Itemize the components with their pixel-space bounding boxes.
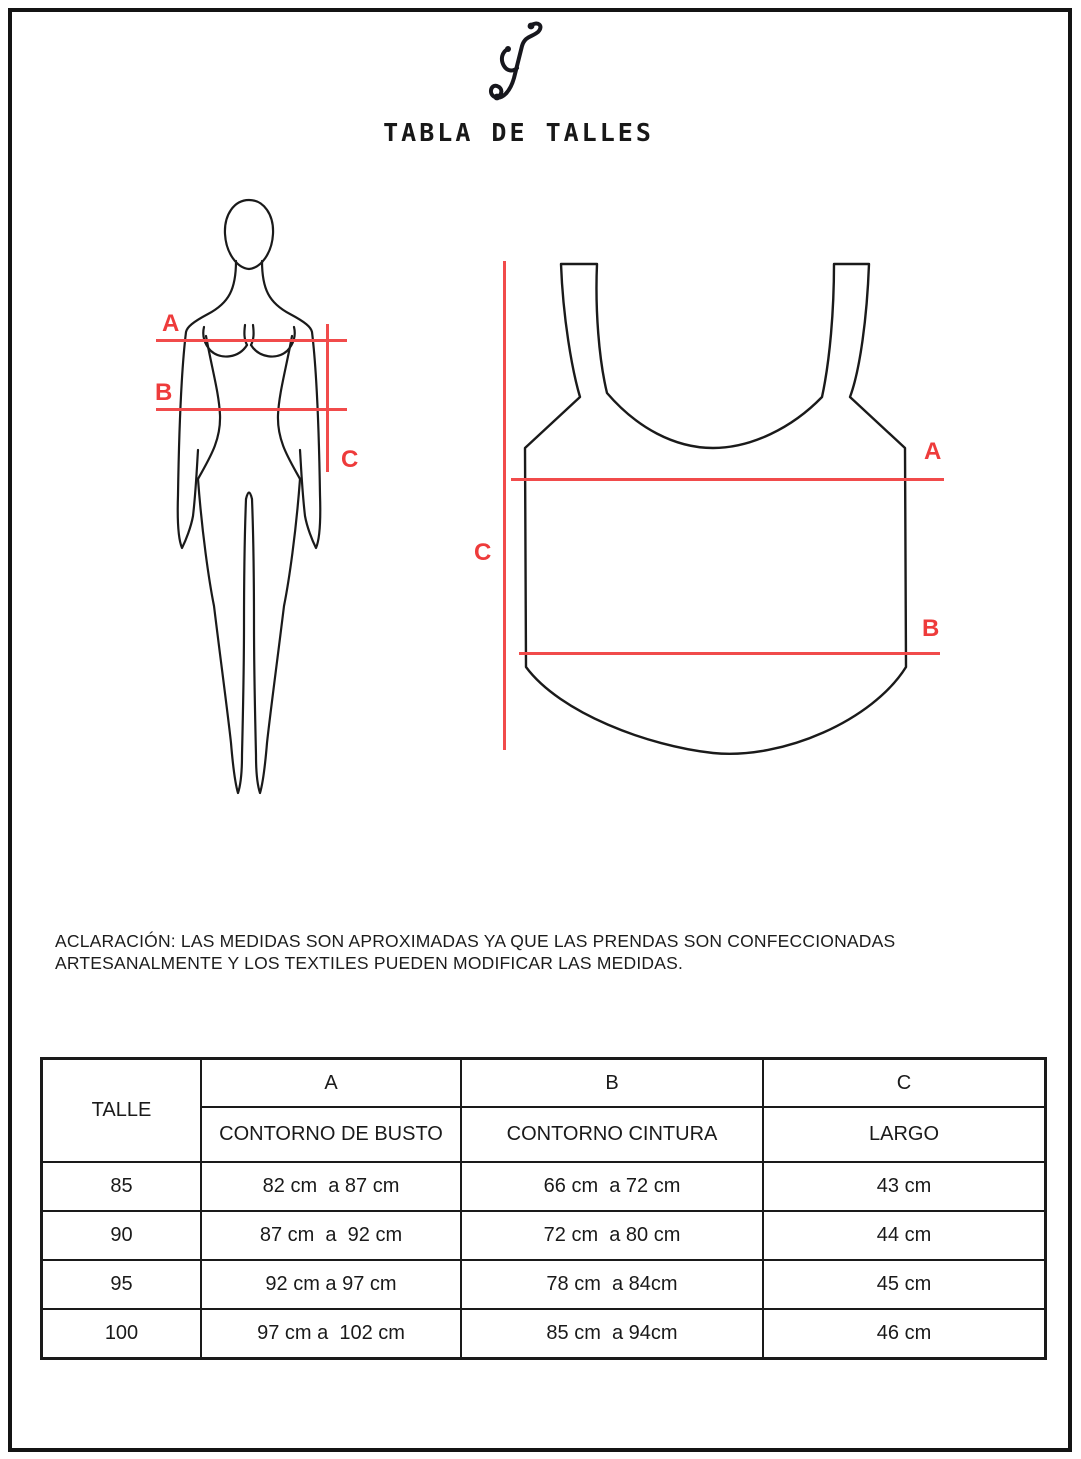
garment-measure-label-a: A [924,438,942,465]
size-cell-largo: 45 cm [763,1260,1046,1309]
column-letter-b: B [461,1059,763,1108]
figure-length-line-c [326,324,329,472]
figure-measure-label-a: A [162,310,180,337]
garment-illustration [515,258,915,768]
garment-measure-label-c: C [474,539,492,566]
size-cell-talle: 95 [42,1260,202,1309]
size-cell-cintura: 78 cm a 84cm [461,1260,763,1309]
column-name-cintura: CONTORNO CINTURA [461,1107,763,1162]
size-cell-largo: 43 cm [763,1162,1046,1211]
column-name-largo: LARGO [763,1107,1046,1162]
clarification-note-line2: ARTESANALMENTE Y LOS TEXTILES PUEDEN MODIFICAR LAS MEDIDAS. [55,952,684,973]
size-table-letter-row [42,1059,1046,1108]
calligraphic-f-monogram-icon [478,16,558,108]
size-row-85 [42,1162,1046,1211]
size-cell-cintura: 85 cm a 94cm [461,1309,763,1359]
tank-top-icon [515,258,915,768]
size-cell-busto: 97 cm a 102 cm [201,1309,461,1359]
page-title: TABLA DE TALLES [383,118,654,147]
clarification-note-line1: ACLARACIÓN: LAS MEDIDAS SON APROXIMADAS YA QUE LAS PRENDAS SON CONFECCIONADAS [55,931,896,951]
figure-waist-line-b [156,408,347,411]
garment-waist-line-b [519,652,940,655]
column-name-busto: CONTORNO DE BUSTO [201,1107,461,1162]
size-table-corner-header: TALLE [42,1059,202,1163]
size-cell-largo: 46 cm [763,1309,1046,1359]
size-row-90 [42,1211,1046,1260]
column-letter-a: A [201,1059,461,1108]
clarification-note [55,931,955,974]
size-cell-cintura: 72 cm a 80 cm [461,1211,763,1260]
size-cell-busto: 82 cm a 87 cm [201,1162,461,1211]
size-cell-talle: 90 [42,1211,202,1260]
body-figure-icon [150,195,360,800]
size-cell-busto: 87 cm a 92 cm [201,1211,461,1260]
size-cell-talle: 85 [42,1162,202,1211]
garment-length-line-c [503,261,506,750]
figure-bust-line-a [156,339,347,342]
figure-measure-label-c: C [341,446,359,473]
brand-logo [478,16,558,108]
size-row-100 [42,1309,1046,1359]
size-row-95 [42,1260,1046,1309]
figure-measure-label-b: B [155,379,173,406]
size-cell-busto: 92 cm a 97 cm [201,1260,461,1309]
size-cell-largo: 44 cm [763,1211,1046,1260]
body-figure-illustration [150,195,360,800]
garment-measure-label-b: B [922,615,940,642]
size-cell-talle: 100 [42,1309,202,1359]
garment-bust-line-a [511,478,944,481]
size-cell-cintura: 66 cm a 72 cm [461,1162,763,1211]
column-letter-c: C [763,1059,1046,1108]
size-table [40,1057,1047,1360]
